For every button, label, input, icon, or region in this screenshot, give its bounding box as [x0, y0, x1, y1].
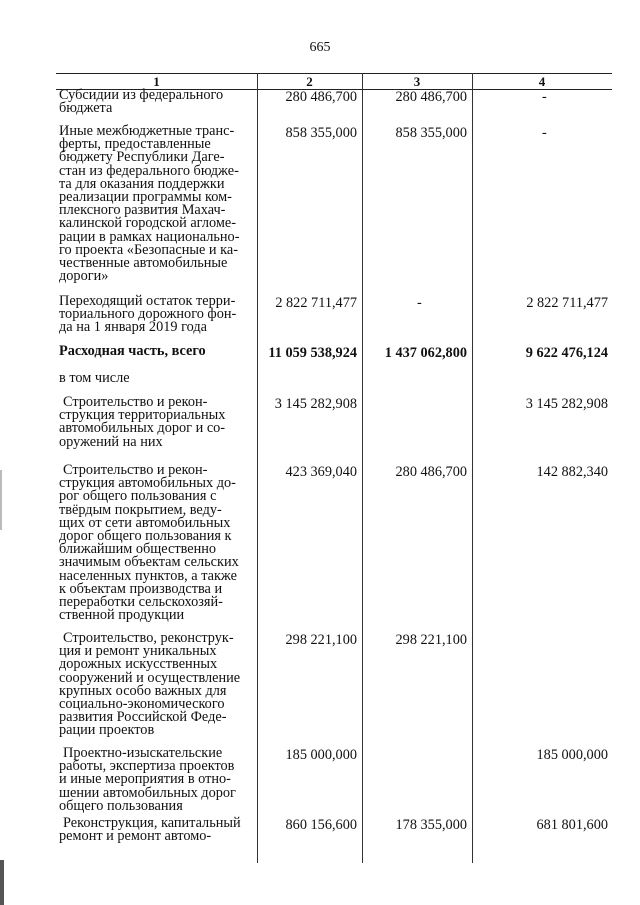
cell-column-4: - [542, 124, 547, 141]
row-label-line: Реконструкция, капитальный [63, 815, 241, 831]
cell-column-2: 11 059 538,924 [268, 344, 357, 361]
row-label-line: рации в рамках национально- [59, 228, 240, 245]
row-label-line: Строительство и рекон- [63, 394, 208, 410]
cell-column-3: 280 486,700 [395, 463, 467, 480]
cell-column-2: 185 000,000 [285, 746, 357, 763]
cell-column-4: 9 622 476,124 [525, 344, 608, 361]
row-label-line: стан из федерального бюдже- [59, 162, 239, 179]
budget-table [56, 73, 612, 863]
row-label-line: шении автомобильных дорог [59, 784, 236, 801]
row-label-line: плексного развития Махач- [59, 202, 226, 219]
row-label-line: бюджету Республики Даге- [59, 149, 225, 166]
cell-column-3: - [417, 294, 422, 311]
column-divider [362, 73, 363, 863]
row-label-line: к объектам производства и [59, 580, 223, 597]
column-header-2: 2 [306, 74, 313, 89]
column-divider [257, 73, 258, 863]
cell-column-3: 1 437 062,800 [384, 344, 467, 361]
row-label-line: Строительство и рекон- [63, 462, 208, 478]
row-label-line: твёрдым покрытием, веду- [59, 501, 222, 518]
row-label-line: Проектно-изыскательские [63, 745, 223, 761]
cell-column-2: 298 221,100 [285, 631, 357, 648]
cell-column-3: 280 486,700 [395, 88, 467, 105]
row-label-line: в том числе [59, 370, 130, 386]
row-label-line: социально-экономического [59, 696, 225, 712]
row-label-line: ция и ремонт уникальных [59, 643, 217, 660]
row-label-line: Субсидии из федерального [59, 87, 224, 103]
row-label-line: сооружений и осуществление [59, 669, 241, 686]
cell-column-3: 178 355,000 [395, 816, 467, 833]
row-label-line: общего пользования [59, 797, 183, 814]
row-label-line: щих от сети автомобильных [59, 514, 231, 531]
row-label-line: струкция автомобильных до- [59, 475, 236, 492]
cell-column-4: - [542, 88, 547, 105]
cell-column-2: 858 355,000 [285, 124, 357, 141]
row-label-line: дорожных искусственных [59, 656, 218, 673]
row-label-line: ториального дорожного фон- [59, 306, 237, 323]
row-label-line: да на 1 января 2019 года [59, 319, 207, 336]
page-number: 665 [309, 40, 331, 55]
row-label-line: дороги» [59, 268, 109, 285]
row-label-line: рог общего пользования с [59, 488, 217, 505]
row-label-line: Строительство, реконструк- [63, 630, 234, 646]
cell-column-4: 681 801,600 [536, 816, 608, 833]
column-header-3: 3 [413, 74, 421, 89]
row-label-line: ственной продукции [59, 607, 185, 624]
cell-column-2: 2 822 711,477 [275, 294, 357, 311]
column-header-4: 4 [538, 74, 546, 89]
row-label-line: рации проектов [59, 722, 155, 739]
row-label-line: и иные мероприятия в отно- [59, 771, 231, 788]
cell-column-2: 280 486,700 [285, 88, 357, 105]
row-label-line: го проекта «Безопасные и ка- [59, 241, 238, 258]
row-label-line: крупных особо важных для [59, 682, 227, 699]
cell-column-3: 298 221,100 [395, 631, 467, 648]
row-label-line: Расходная часть, всего [59, 343, 206, 359]
row-label-line: дорог общего пользования к [59, 528, 232, 544]
row-label-line: развития Российской Феде- [59, 709, 227, 726]
row-label-line: бюджета [59, 100, 113, 117]
row-label-line: ближайшим общественно [59, 541, 217, 558]
cell-column-4: 142 882,340 [536, 463, 608, 480]
row-label-line: ремонт и ремонт автомо- [59, 828, 212, 845]
row-label-line: реализации программы ком- [59, 189, 232, 205]
row-label-line: автомобильных дорог и со- [59, 420, 226, 437]
row-label-line: переработки сельскохозяй- [59, 594, 223, 610]
cell-column-2: 860 156,600 [285, 816, 357, 833]
row-label-line: населенных пунктов, а также [59, 567, 237, 584]
row-label-line: значимым объектам сельских [59, 554, 239, 571]
cell-column-3: 858 355,000 [395, 124, 467, 141]
cell-column-2: 3 145 282,908 [274, 395, 357, 412]
scan-edge [0, 860, 4, 905]
cell-column-4: 185 000,000 [536, 746, 608, 763]
cell-column-2: 423 369,040 [285, 463, 357, 480]
scan-edge [0, 470, 2, 530]
row-label-line: калинской городской агломе- [59, 215, 236, 232]
column-header-1: 1 [153, 74, 160, 89]
row-label-line: Переходящий остаток терри- [59, 293, 236, 309]
cell-column-4: 2 822 711,477 [526, 294, 608, 311]
row-label-line: работы, экспертиза проектов [59, 758, 235, 775]
row-label-line: струкция территориальных [59, 407, 226, 424]
row-label-line: та для оказания поддержки [59, 175, 225, 192]
row-label-line: ферты, предоставленные [59, 136, 211, 153]
cell-column-4: 3 145 282,908 [525, 395, 608, 412]
row-label-line: Иные межбюджетные транс- [59, 123, 235, 139]
row-label-line: чественные автомобильные [59, 255, 228, 271]
column-divider [472, 73, 473, 863]
row-label-line: оружений на них [59, 433, 163, 450]
